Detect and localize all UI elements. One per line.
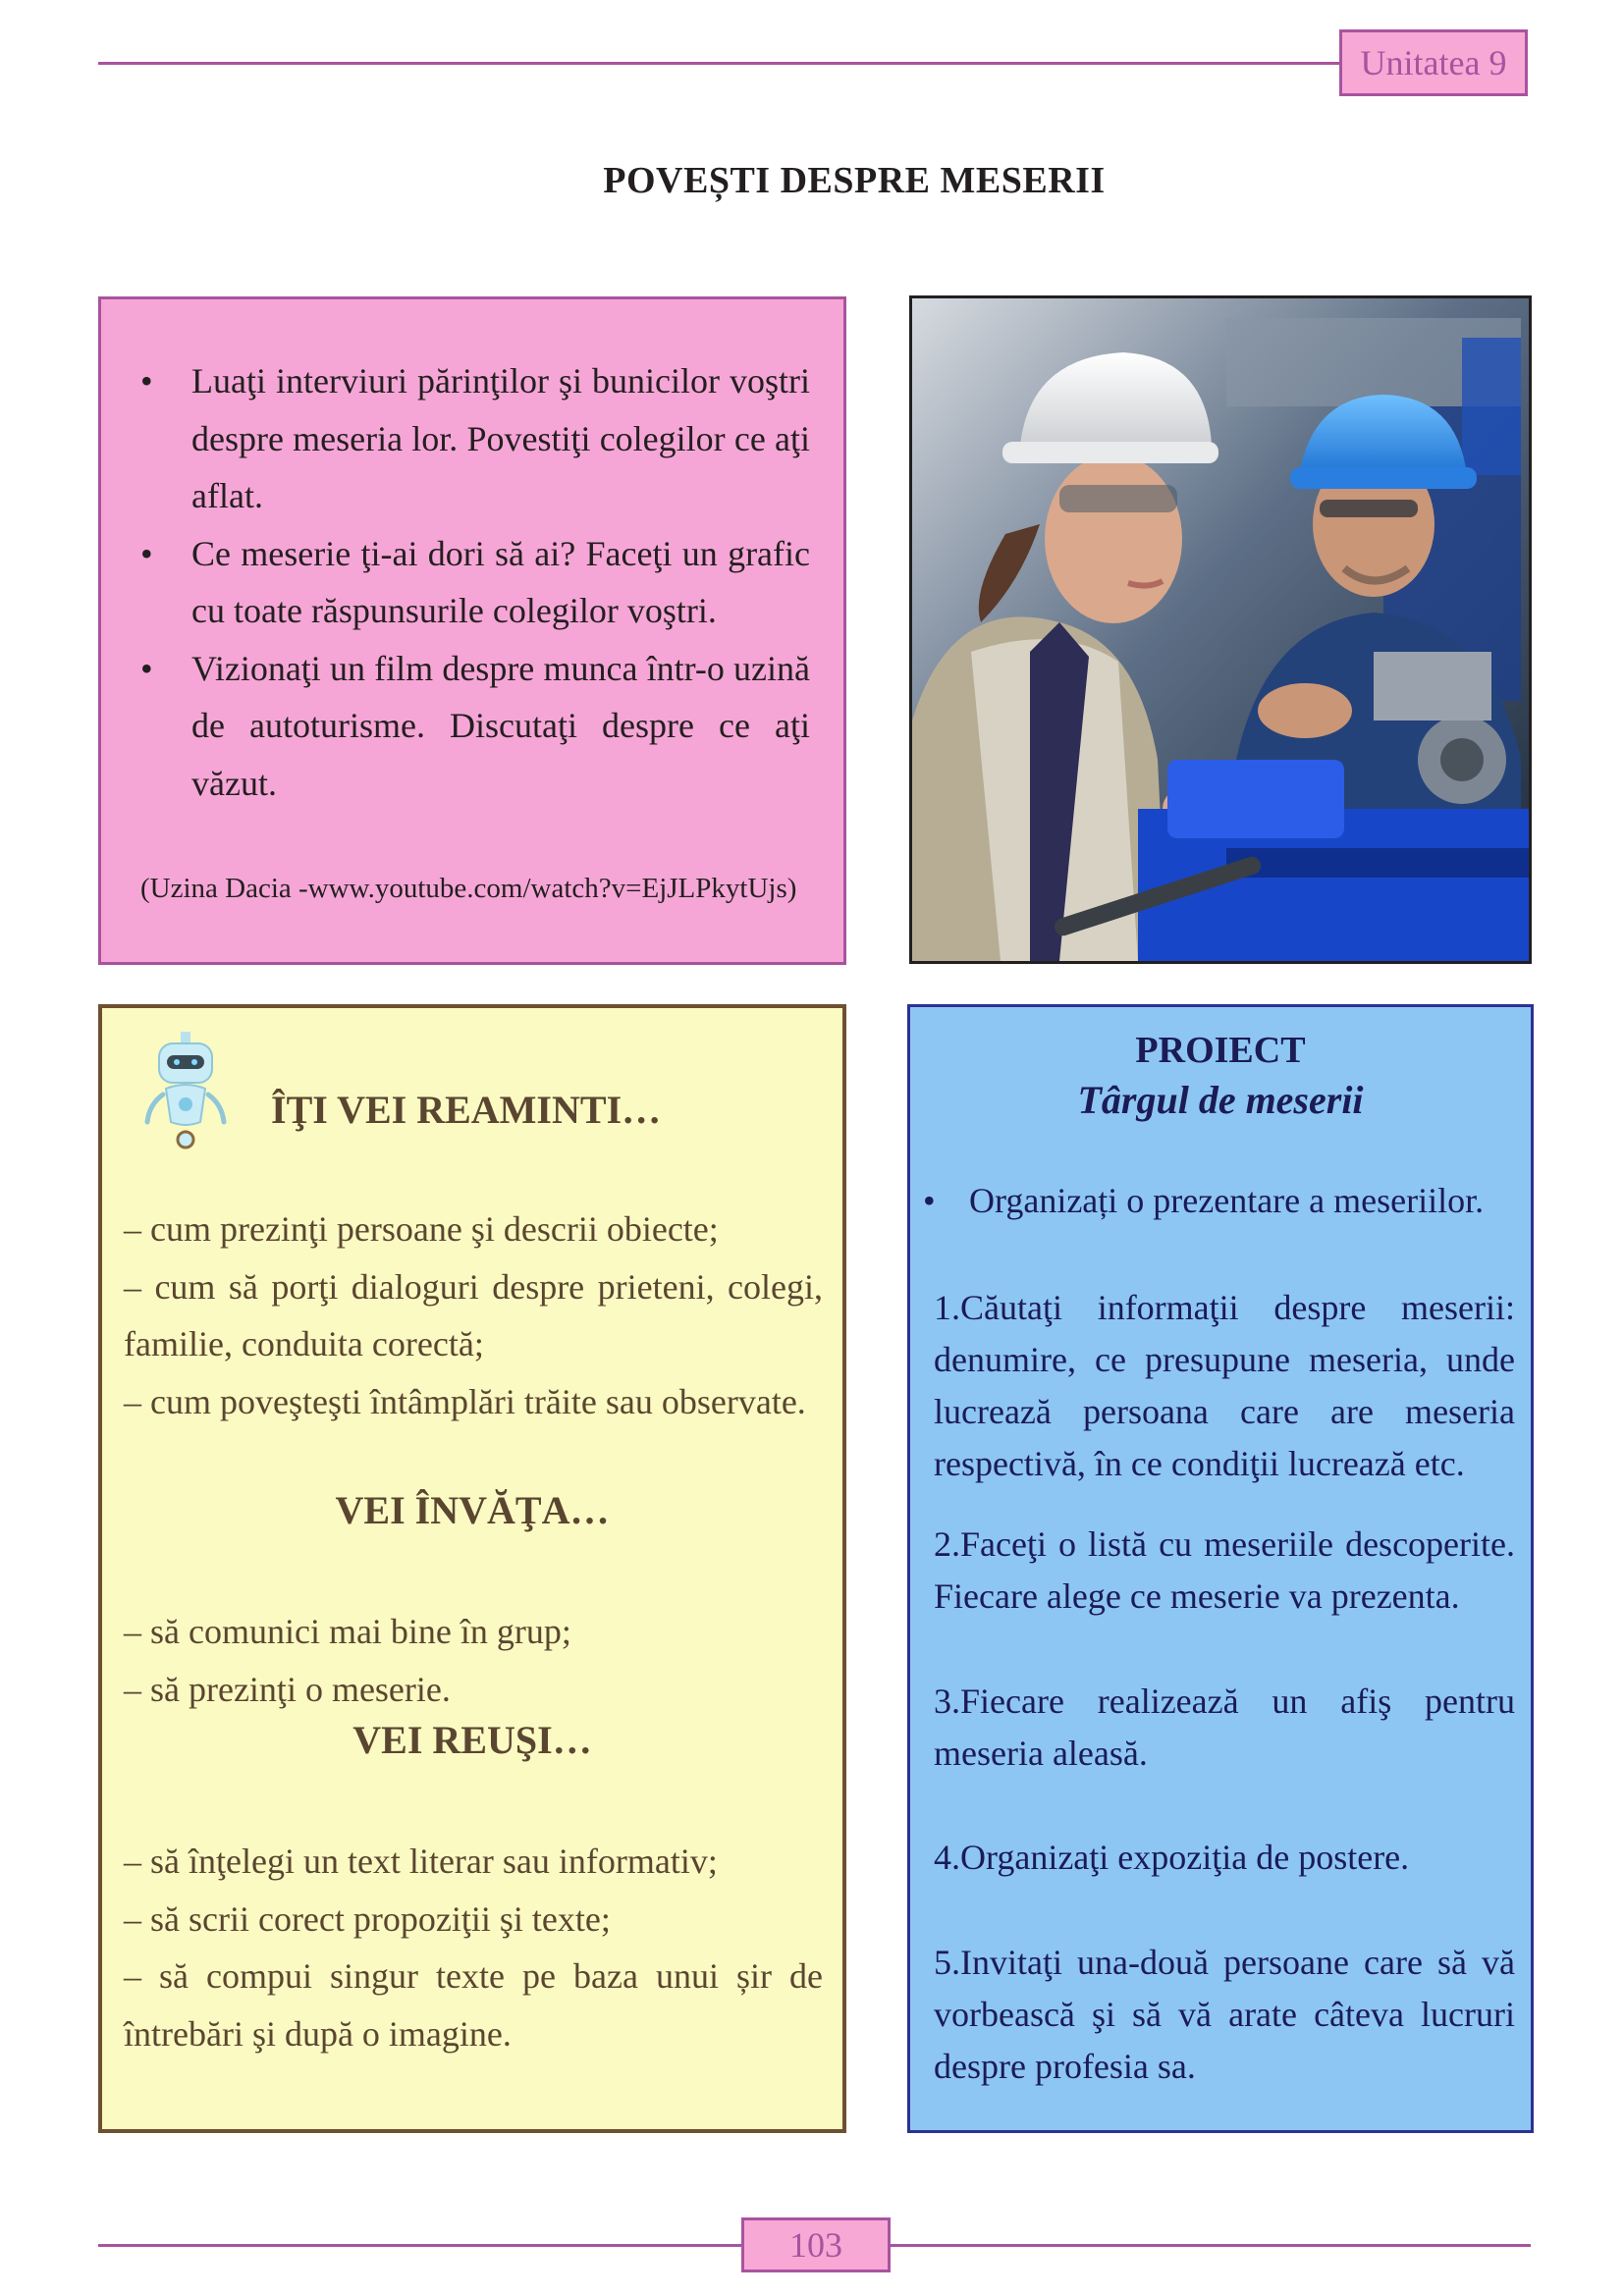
remind-list (124, 1201, 823, 1430)
footer-rule-right (891, 2244, 1531, 2247)
task-item: • Luaţi interviuri părinţilor şi bunicilor voştri despre meseria lor. Povestiţi colegilor ce aţi aflat. (140, 352, 810, 525)
tasks-list (140, 352, 810, 812)
footer-rule-left (98, 2244, 741, 2247)
succeed-item: – să compui singur texte pe baza unui șir de întrebări şi după o imagine. (124, 1956, 823, 2054)
unit-label (1339, 29, 1528, 96)
learn-item: – să comunici mai bine în grup; (124, 1612, 571, 1651)
succeed-heading: VEI REUŞI… (352, 1718, 592, 1762)
remind-item: – cum să porţi dialoguri despre prieteni, colegi, familie, conduita corectă; (124, 1266, 823, 1363)
page-number-text: 103 (789, 2225, 842, 2265)
bullet-marker: • (923, 1181, 936, 1220)
remind-item: – cum poveşteşti întâmplări trăite sau observate. (124, 1381, 806, 1421)
objectives-box (98, 1004, 846, 2133)
project-label: PROIECT (1135, 1030, 1306, 1071)
learn-item: – să prezinţi o meserie. (124, 1669, 451, 1709)
project-step: 5.Invitaţi una-două persoane care să vă vorbească şi să vă arate câteva lucruri despre profesia sa. (934, 1943, 1515, 2086)
learn-heading: VEI ÎNVĂŢA… (335, 1488, 610, 1532)
workers-photo (909, 295, 1532, 964)
robot-icon (141, 1032, 230, 1153)
succeed-item: – să înţelegi un text literar sau informativ; (124, 1842, 718, 1881)
unit-label-text: Unitatea 9 (1360, 43, 1507, 82)
tasks-box (98, 296, 846, 965)
project-bullet: Organizați o prezentare a meseriilor. (969, 1181, 1485, 1220)
header-rule (98, 62, 1339, 65)
project-box (907, 1004, 1534, 2133)
project-step: 4.Organizaţi expoziţia de postere. (934, 1838, 1410, 1877)
remind-item: – cum prezinţi persoane şi descrii obiecte; (124, 1209, 719, 1249)
page-number (741, 2217, 891, 2272)
page-title: POVEȘTI DESPRE MESERII (603, 160, 1106, 201)
learn-list (124, 1603, 823, 1718)
video-link[interactable]: (Uzina Dacia -www.youtube.com/watch?v=EjJLPkytUjs) (140, 873, 797, 904)
remind-heading: ÎŢI VEI REAMINTI… (271, 1088, 662, 1132)
succeed-list (124, 1833, 823, 2062)
task-item: • Vizionaţi un film despre munca într-o uzină de autoturisme. Discutaţi despre ce aţi văzut. (140, 640, 810, 813)
project-step: 3.Fiecare realizează un afiş pentru meseria aleasă. (934, 1682, 1515, 1773)
succeed-item: – să scrii corect propoziţii şi texte; (124, 1898, 611, 1939)
project-title: Târgul de meserii (1077, 1078, 1364, 1122)
project-step: 1.Căutaţi informaţii despre meserii: denumire, ce presupune meseria, unde lucrează persoana care are meseria respectivă, în ce condiţii lucrează etc. (934, 1288, 1515, 1483)
project-step: 2.Faceţi o listă cu meseriile descoperite. Fiecare alege ce meserie va prezenta. (934, 1524, 1515, 1616)
task-item: • Ce meserie ţi-ai dori să ai? Faceţi un grafic cu toate răspunsurile colegilor voştri. (140, 525, 810, 640)
